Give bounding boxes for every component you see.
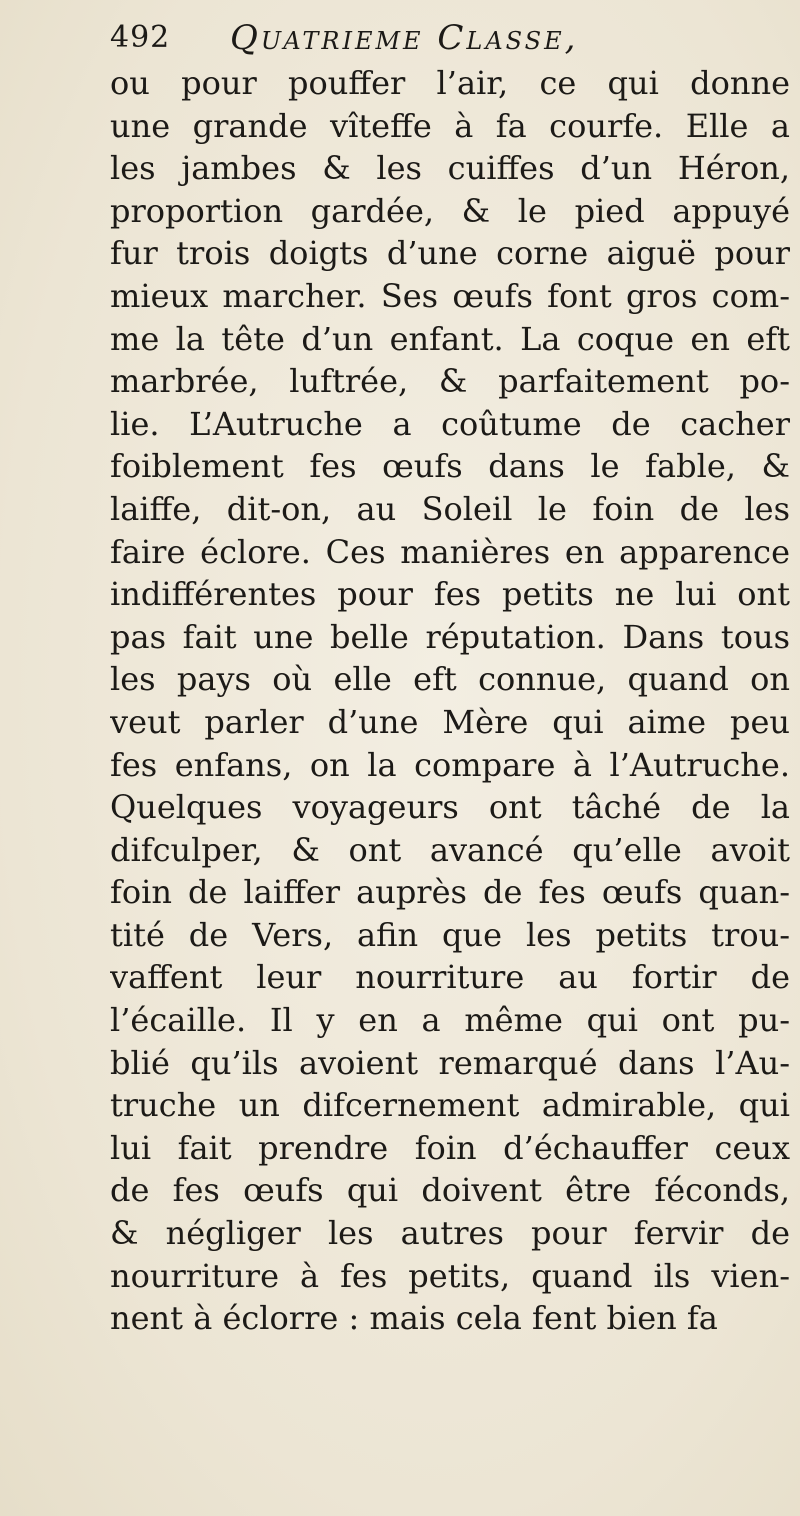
text-line: lui fait prendre foin d’échauffer ceux <box>110 1128 790 1167</box>
text-line: ou pour pouffer l’air, ce qui donne <box>110 64 790 102</box>
running-head: Quatrieme Classe, <box>230 18 579 58</box>
text-line: laiffe, dit-on, au Soleil le foin de les <box>110 489 790 528</box>
text-line: les jambes & les cuiffes d’un Héron, <box>110 149 790 188</box>
text-line: fur trois doigts d’une corne aiguë pour <box>110 234 790 273</box>
text-line: pas fait une belle réputation. Dans tous <box>110 617 790 656</box>
text-line: tité de Vers, afin que les petits trou- <box>110 915 790 954</box>
text-line: difculper, & ont avancé qu’elle avoit <box>110 830 790 869</box>
text-line: fes enfans, on la compare à l’Autruche. <box>110 745 790 784</box>
text-line: foin de laiffer auprès de fes œufs quan- <box>110 873 790 912</box>
text-line: lie. L’Autruche a coûtume de cacher <box>110 404 790 443</box>
text-line: truche un difcernement admirable, qui <box>110 1086 790 1125</box>
text-line: blié qu’ils avoient remarqué dans l’Au- <box>110 1043 790 1082</box>
body-text <box>110 62 790 1340</box>
text-line: une grande vîteffe à fa courfe. Elle a <box>110 106 790 145</box>
text-line: Quelques voyageurs ont tâché de la <box>110 788 790 827</box>
text-line: nent à éclorre : mais cela fent bien fa <box>110 1299 718 1338</box>
text-line: veut parler d’une Mère qui aime peu <box>110 702 790 741</box>
text-line: nourriture à fes petits, quand ils vien- <box>110 1256 790 1295</box>
text-line: me la tête d’un enfant. La coque en eft <box>110 319 790 358</box>
text-line: proportion gardée, & le pied appuyé <box>110 191 790 230</box>
text-line: de fes œufs qui doivent être féconds, <box>110 1171 790 1210</box>
text-line: l’écaille. Il y en a même qui ont pu- <box>110 1001 790 1040</box>
text-line: marbrée, luftrée, & parfaitement po- <box>110 362 790 401</box>
text-line: indifférentes pour fes petits ne lui ont <box>110 575 790 614</box>
text-line: vaffent leur nourriture au fortir de <box>110 958 790 997</box>
text-line: foiblement fes œufs dans le fable, & <box>110 447 790 486</box>
text-line: mieux marcher. Ses œufs font gros com- <box>110 276 790 315</box>
text-line: & négliger les autres pour fervir de <box>110 1214 790 1253</box>
text-line: les pays où elle eft connue, quand on <box>110 660 790 699</box>
text-line: faire éclore. Ces manières en apparence <box>110 532 790 571</box>
page-number: 492 <box>110 20 171 55</box>
